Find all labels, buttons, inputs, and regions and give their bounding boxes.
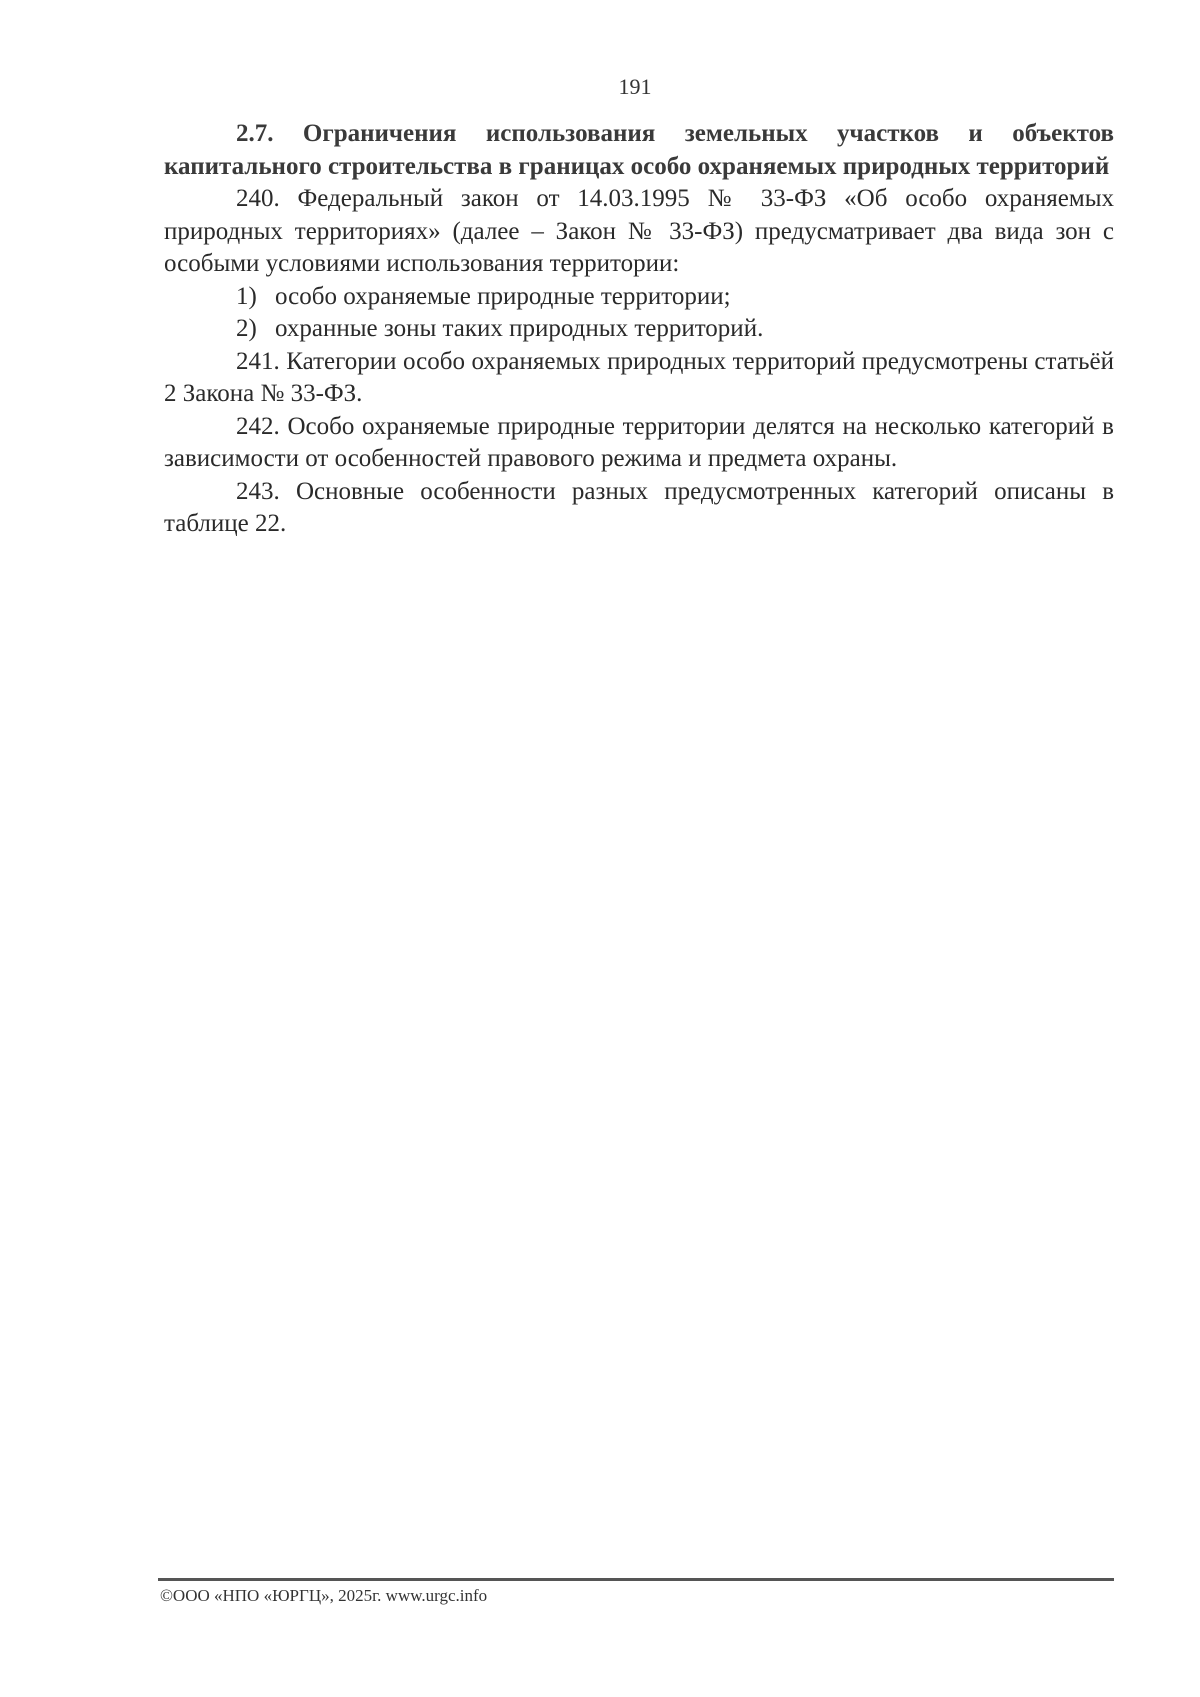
list-item: [164, 313, 1114, 346]
paragraph-243: 243. Основные особенности разных предусмотренных категорий описаны в таблице 22.: [164, 477, 1114, 537]
paragraph-241: 241. Категории особо охраняемых природных территорий предусмотрены статьёй 2 Закона № 33-ФЗ.: [164, 347, 1114, 407]
footer-divider: [158, 1578, 1114, 1581]
paragraph-242: 242. Особо охраняемые природные территории делятся на несколько категорий в зависимости от особенностей правового режима и предмета охраны.: [164, 412, 1114, 472]
list-item-text: охранные зоны таких природных территорий.: [275, 315, 764, 342]
list-item-number: 1): [236, 282, 257, 310]
page-number: 191: [618, 74, 652, 99]
list-item: [164, 281, 1114, 314]
paragraph-240: 240. Федеральный закон от 14.03.1995 № 33-ФЗ «Об особо охраняемых природных территориях» (далее – Закон № 33-ФЗ) предусматривает два вида зон с особыми условиями использования территории:: [164, 185, 1114, 277]
list-item-number: 2): [236, 315, 257, 342]
document-body: [164, 118, 1114, 541]
list-item-text: особо охраняемые природные территории;: [275, 282, 731, 310]
footer-copyright: ©ООО «НПО «ЮРГЦ», 2025г. www.urgc.info: [160, 1586, 488, 1605]
section-heading: 2.7. Ограничения использования земельных участков и объектов капитального строительства в границах особо охраняемых природных территорий: [164, 120, 1114, 180]
